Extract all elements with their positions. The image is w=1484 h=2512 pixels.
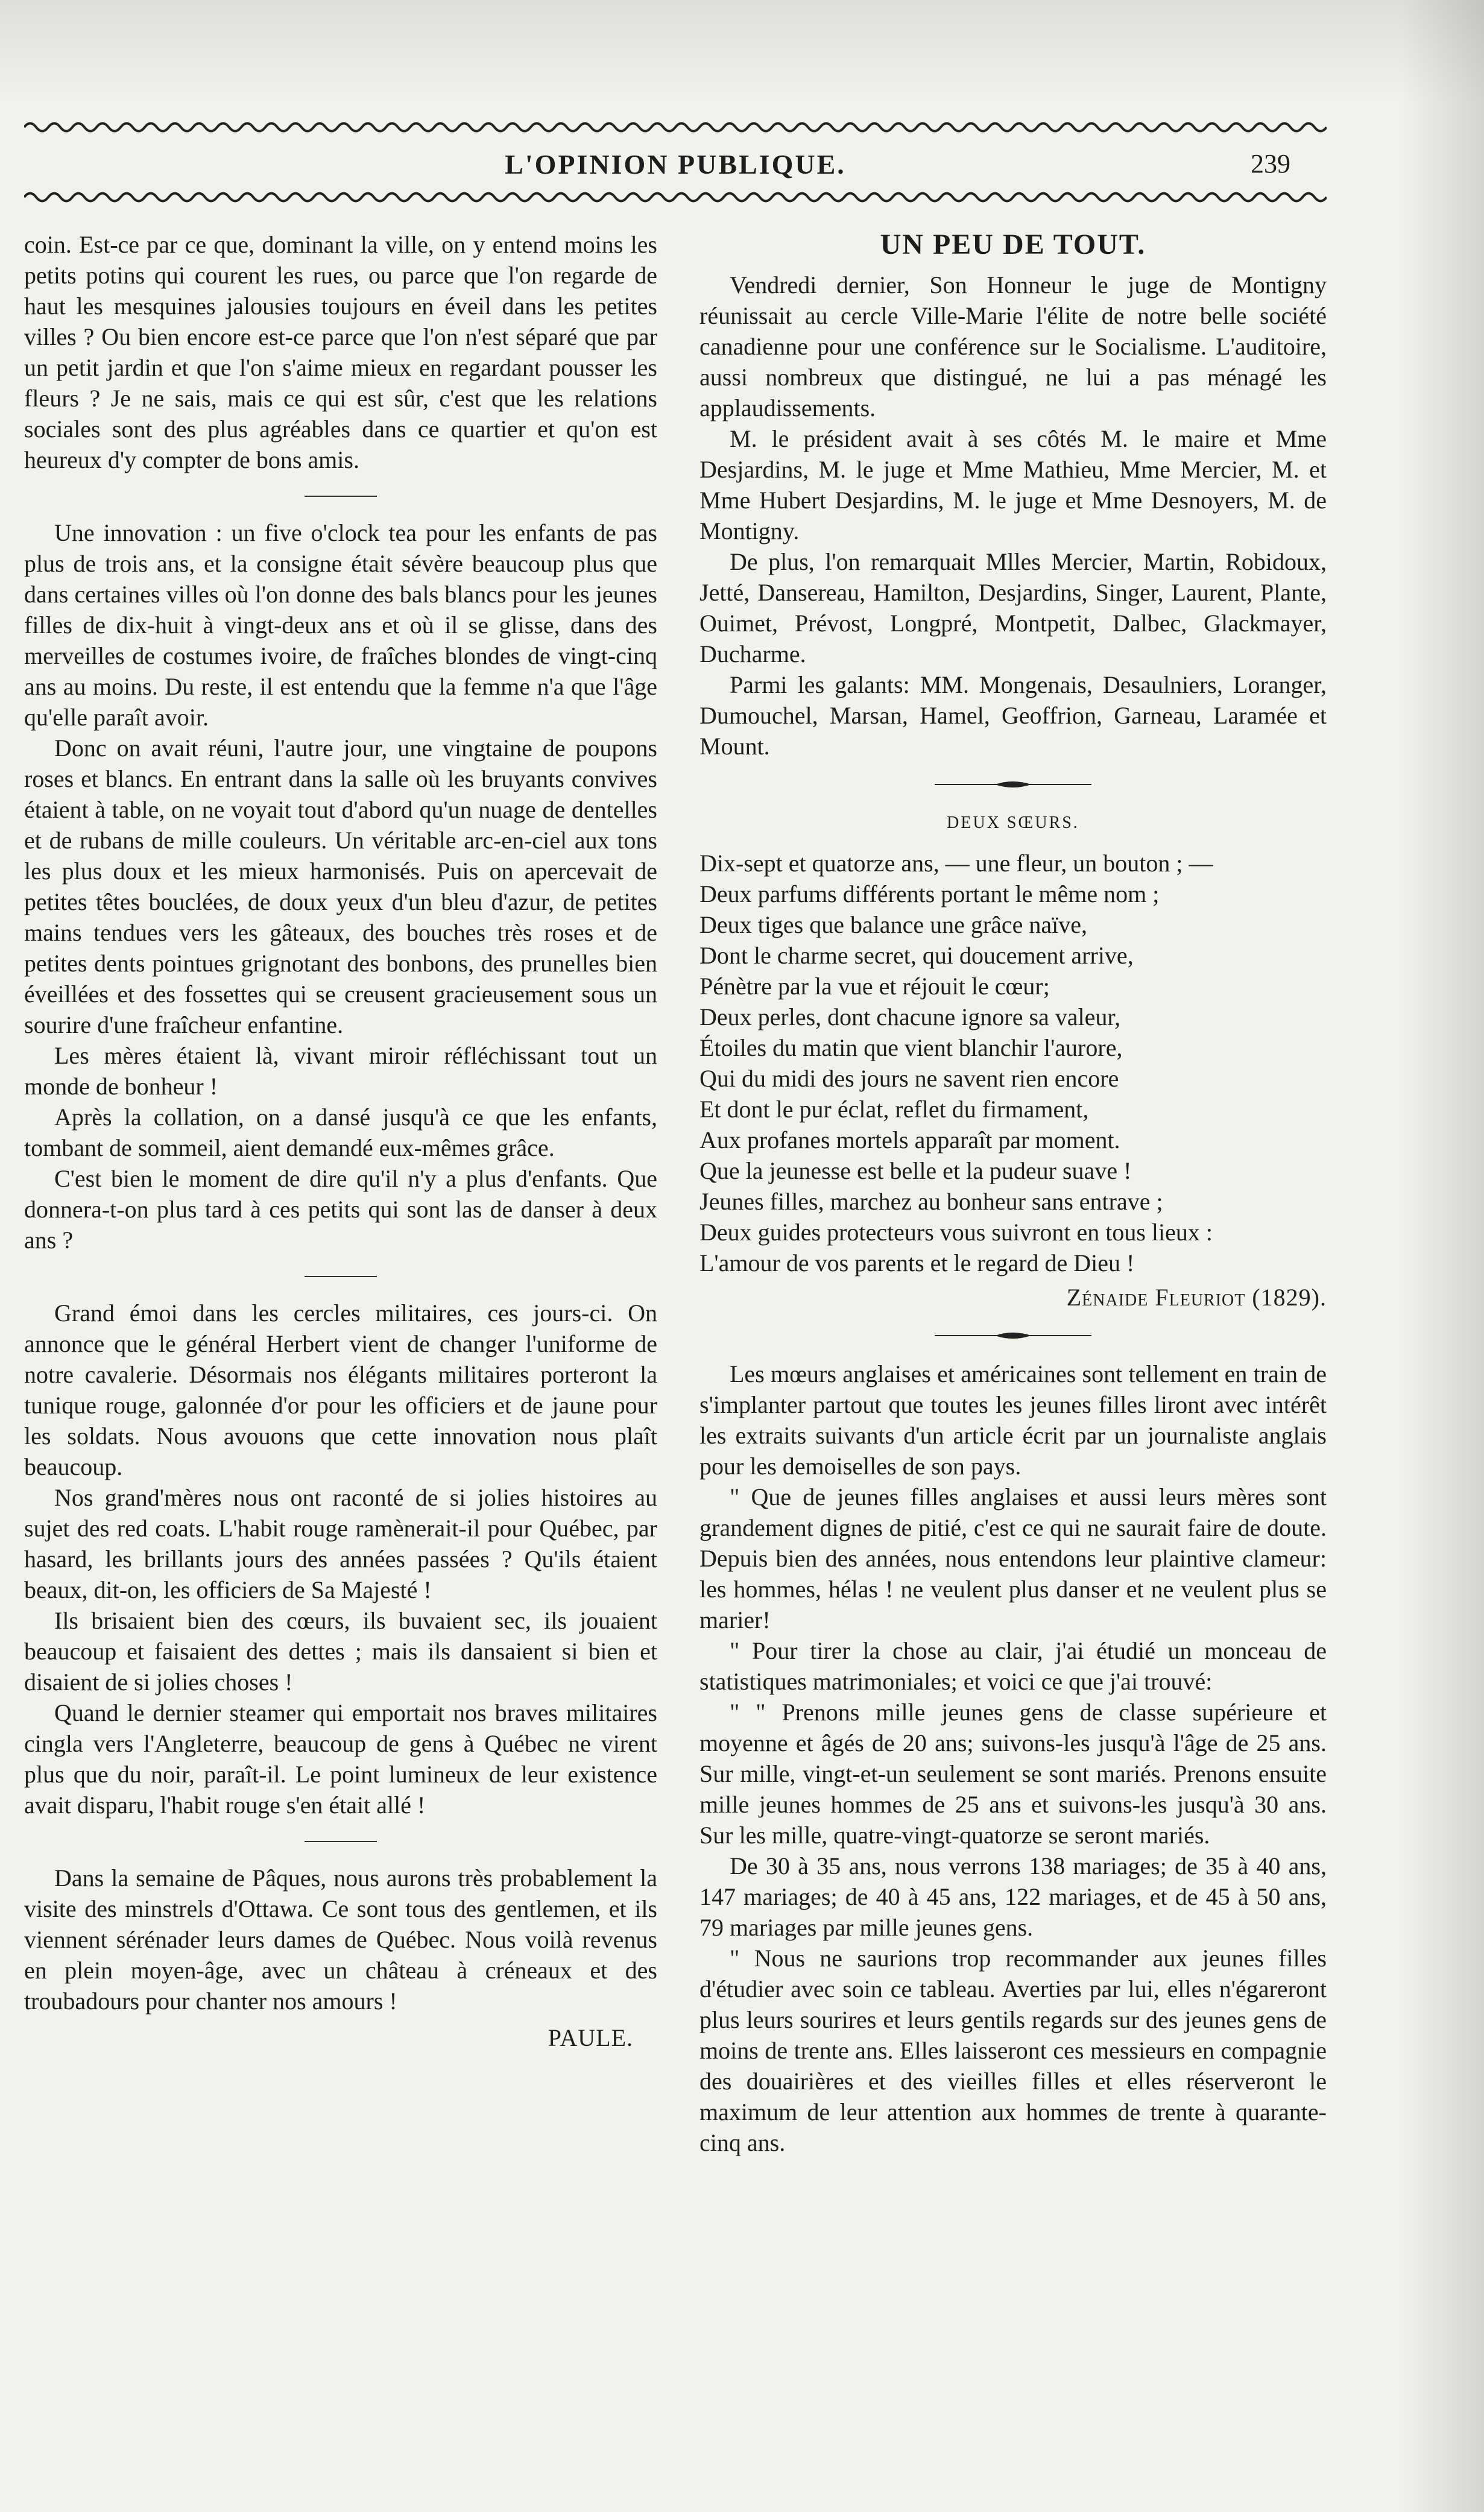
right-paragraph: Parmi les galants: MM. Mongenais, Desaulniers, Loranger, Dumouchel, Marsan, Hamel, Geoffrion, Garneau, Laramée et Mount. [699, 671, 1327, 760]
left-paragraph: Grand émoi dans les cercles militaires, ces jours-ci. On annonce que le général Herbert vient de changer l'uniforme de notre cavalerie. Désormais nos élégants militaires porteront la tunique rouge, galonnée d'or pour les officiers et de jaune pour les soldats. Nous avouons que cette innovation nous plaît beaucoup. [24, 1299, 657, 1480]
running-head [24, 145, 1327, 187]
right-column [699, 229, 1327, 2158]
scan-noise-top [0, 0, 1484, 103]
right-article-paragraph: " " Prenons mille jeunes gens de classe supérieure et moyenne et âgés de 20 ans; suivons-les jusqu'à l'âge de 25 ans. Sur mille, vingt-et-un seulement se sont mariés. Prenons ensuite mille jeunes hommes de 25 ans et suivons-les jusqu'à 30 ans. Sur les mille, quatre-vingt-quatorze se seront mariés. [699, 1699, 1327, 1849]
left-paragraph: Nos grand'mères nous ont raconté de si jolies histoires au sujet des red coats. L'habit rouge ramènerait-il pour Québec, par hasard, les brillants jours des années passées ? Qu'ils étaient beaux, dit-on, les officiers de Sa Majesté ! [24, 1484, 657, 1603]
right-article-paragraph: " Que de jeunes filles anglaises et aussi leurs mères sont grandement dignes de pitié, c'est ce qui ne saurait faire de doute. Depuis bien des années, nous entendons leur plaintive clameur: les hommes, hélas ! ne veulent plus danser et ne veulent plus se marier! [699, 1483, 1327, 1633]
right-article-paragraph: De 30 à 35 ans, nous verrons 138 mariages; de 35 à 40 ans, 147 mariages; de 40 à 45 ans, 122 mariages, et de 45 à 50 ans, 79 mariages par mille jeunes gens. [699, 1852, 1327, 1941]
section-divider [305, 1276, 377, 1277]
scan-edge-shadow [1400, 0, 1484, 2512]
left-paragraph: Ils brisaient bien des cœurs, ils buvaient sec, ils jouaient beaucoup et faisaient des dettes ; mais ils dansaient si bien et disaient de si jolies choses ! [24, 1607, 657, 1696]
ornament-divider [935, 780, 1091, 789]
left-paragraph: C'est bien le moment de dire qu'il n'y a plus d'enfants. Que donnera-t-on plus tard à ces petits qui sont las de danser à deux ans ? [24, 1165, 657, 1254]
poem-line: Jeunes filles, marchez au bonheur sans entrave ; [699, 1188, 1163, 1215]
poem-line: L'amour de vos parents et le regard de Dieu ! [699, 1249, 1135, 1277]
poem-line: Deux tiges que balance une grâce naïve, [699, 911, 1088, 938]
header-wavy-rule-top [24, 119, 1327, 135]
poem-line: Deux parfums différents portant le même nom ; [699, 880, 1160, 907]
poem-line: Que la jeunesse est belle et la pudeur suave ! [699, 1157, 1132, 1184]
right-article-paragraph: " Nous ne saurions trop recommander aux jeunes filles d'étudier avec soin ce tableau. Averties par lui, elles n'égareront plus leurs sourires et leurs gentils regards sur des jeunes gens de moins de trente ans. Elles laisseront ces messieurs en compagnie des douairières et des vieilles filles et elles réserveront le maximum de leur attention aux hommes de trente à quarante-cinq ans. [699, 1945, 1327, 2156]
poem-line: Étoiles du matin que vient blanchir l'aurore, [699, 1034, 1123, 1061]
ornament-divider [935, 1331, 1091, 1340]
right-paragraph: Vendredi dernier, Son Honneur le juge de Montigny réunissait au cercle Ville-Marie l'élite de notre belle société canadienne pour une conférence sur le Socialisme. L'auditoire, aussi nombreux que distingué, ne lui a pas ménagé les applaudissements. [699, 271, 1327, 421]
publication-title: L'OPINION PUBLIQUE. [505, 149, 846, 180]
poem-line: Qui du midi des jours ne savent rien encore [699, 1065, 1119, 1092]
author-signature: PAULE. [548, 2024, 633, 2051]
poem-author: Zénaide Fleuriot (1829). [1066, 1284, 1327, 1311]
left-paragraph: Donc on avait réuni, l'autre jour, une vingtaine de poupons roses et blancs. En entrant dans la salle où les bruyants convives étaient à table, on ne voyait tout d'abord qu'un nuage de dentelles et de rubans de mille couleurs. Un véritable arc-en-ciel aux tons les plus doux et les mieux harmonisés. Puis on apercevait de petites têtes bouclées, de doux yeux d'un bleu d'azur, de petites mains tendues vers les gâteaux, des bouches très roses et de petites dents pointues grignotant des bonbons, des prunelles bien éveillées et des fossettes qui se creusent gracieusement sous un sourire d'une fraîcheur enfantine. [24, 734, 657, 1038]
poem-line: Deux guides protecteurs vous suivront en tous lieux : [699, 1219, 1213, 1246]
left-paragraph: Après la collation, on a dansé jusqu'à ce que les enfants, tombant de sommeil, aient demandé eux-mêmes grâce. [24, 1103, 657, 1161]
poem-title: DEUX SŒURS. [947, 813, 1079, 832]
section-divider [305, 1841, 377, 1842]
left-paragraph: coin. Est-ce par ce que, dominant la ville, on y entend moins les petits potins qui courent les rues, ou parce que l'on regarde de haut les mesquines jalousies toujours en éveil dans les petites villes ? Ou bien encore est-ce parce que l'on n'est séparé que par un petit jardin et que l'on s'aime mieux en regardant pousser les fleurs ? Je ne sais, mais ce qui est sûr, c'est que les relations sociales sont des plus agréables dans ce quartier et qu'on est heureux d'y compter de bons amis. [24, 231, 657, 473]
left-column [24, 229, 657, 2053]
right-article-paragraph: Les mœurs anglaises et américaines sont tellement en train de s'implanter partout que toutes les jeunes filles liront avec intérêt les extraits suivants d'un article écrit par un journaliste anglais pour les demoiselles de son pays. [699, 1360, 1327, 1480]
page-number: 239 [1251, 149, 1290, 178]
left-paragraph: Les mères étaient là, vivant miroir réfléchissant tout un monde de bonheur ! [24, 1042, 657, 1100]
poem-line: Dix-sept et quatorze ans, — une fleur, un bouton ; — [699, 850, 1213, 877]
poem-line: Deux perles, dont chacune ignore sa valeur, [699, 1003, 1121, 1030]
poem-line: Dont le charme secret, qui doucement arrive, [699, 942, 1134, 969]
right-article-paragraph: " Pour tirer la chose au clair, j'ai étudié un monceau de statistiques matrimoniales; et voici ce que j'ai trouvé: [699, 1637, 1327, 1695]
right-paragraph: M. le président avait à ses côtés M. le maire et Mme Desjardins, M. le juge et Mme Mathieu, Mme Mercier, M. et Mme Hubert Desjardins, M. le juge et Mme Desnoyers, M. de Montigny. [699, 425, 1327, 544]
poem-line: Aux profanes mortels apparaît par moment. [699, 1126, 1120, 1153]
poem-line: Et dont le pur éclat, reflet du firmament, [699, 1096, 1089, 1123]
left-paragraph: Une innovation : un five o'clock tea pour les enfants de pas plus de trois ans, et la consigne était sévère beaucoup plus que dans certaines villes où l'on donne des bals blancs pour les jeunes filles de dix-huit à vingt-deux ans et où il se glisse, dans des merveilles de costumes ivoire, de fraîches blondes de vingt-cinq ans au moins. Du reste, il est entendu que la femme n'a que l'âge qu'elle paraît avoir. [24, 519, 657, 731]
left-paragraph: Quand le dernier steamer qui emportait nos braves militaires cingla vers l'Angleterre, beaucoup de gens à Québec ne virent plus que du noir, paraît-il. Le point lumineux de leur existence avait disparu, l'habit rouge s'en était allé ! [24, 1699, 657, 1819]
section-divider [305, 496, 377, 497]
poem-line: Pénètre par la vue et réjouit le cœur; [699, 973, 1050, 1000]
section-title: UN PEU DE TOUT. [880, 229, 1146, 260]
poem [699, 848, 1327, 1278]
right-paragraph: De plus, l'on remarquait Mlles Mercier, Martin, Robidoux, Jetté, Dansereau, Hamilton, Desjardins, Singer, Laurent, Plante, Ouimet, Prévost, Longpré, Montpetit, Dalbec, Glackmayer, Ducharme. [699, 548, 1327, 667]
left-paragraph: Dans la semaine de Pâques, nous aurons très probablement la visite des minstrels d'Ottawa. Ce sont tous des gentlemen, et ils viennent sérénader leurs dames de Québec. Nous voilà revenus en plein moyen-âge, avec un château à créneaux et des troubadours pour chanter nos amours ! [24, 1864, 657, 2015]
header-wavy-rule-bottom [24, 189, 1327, 205]
